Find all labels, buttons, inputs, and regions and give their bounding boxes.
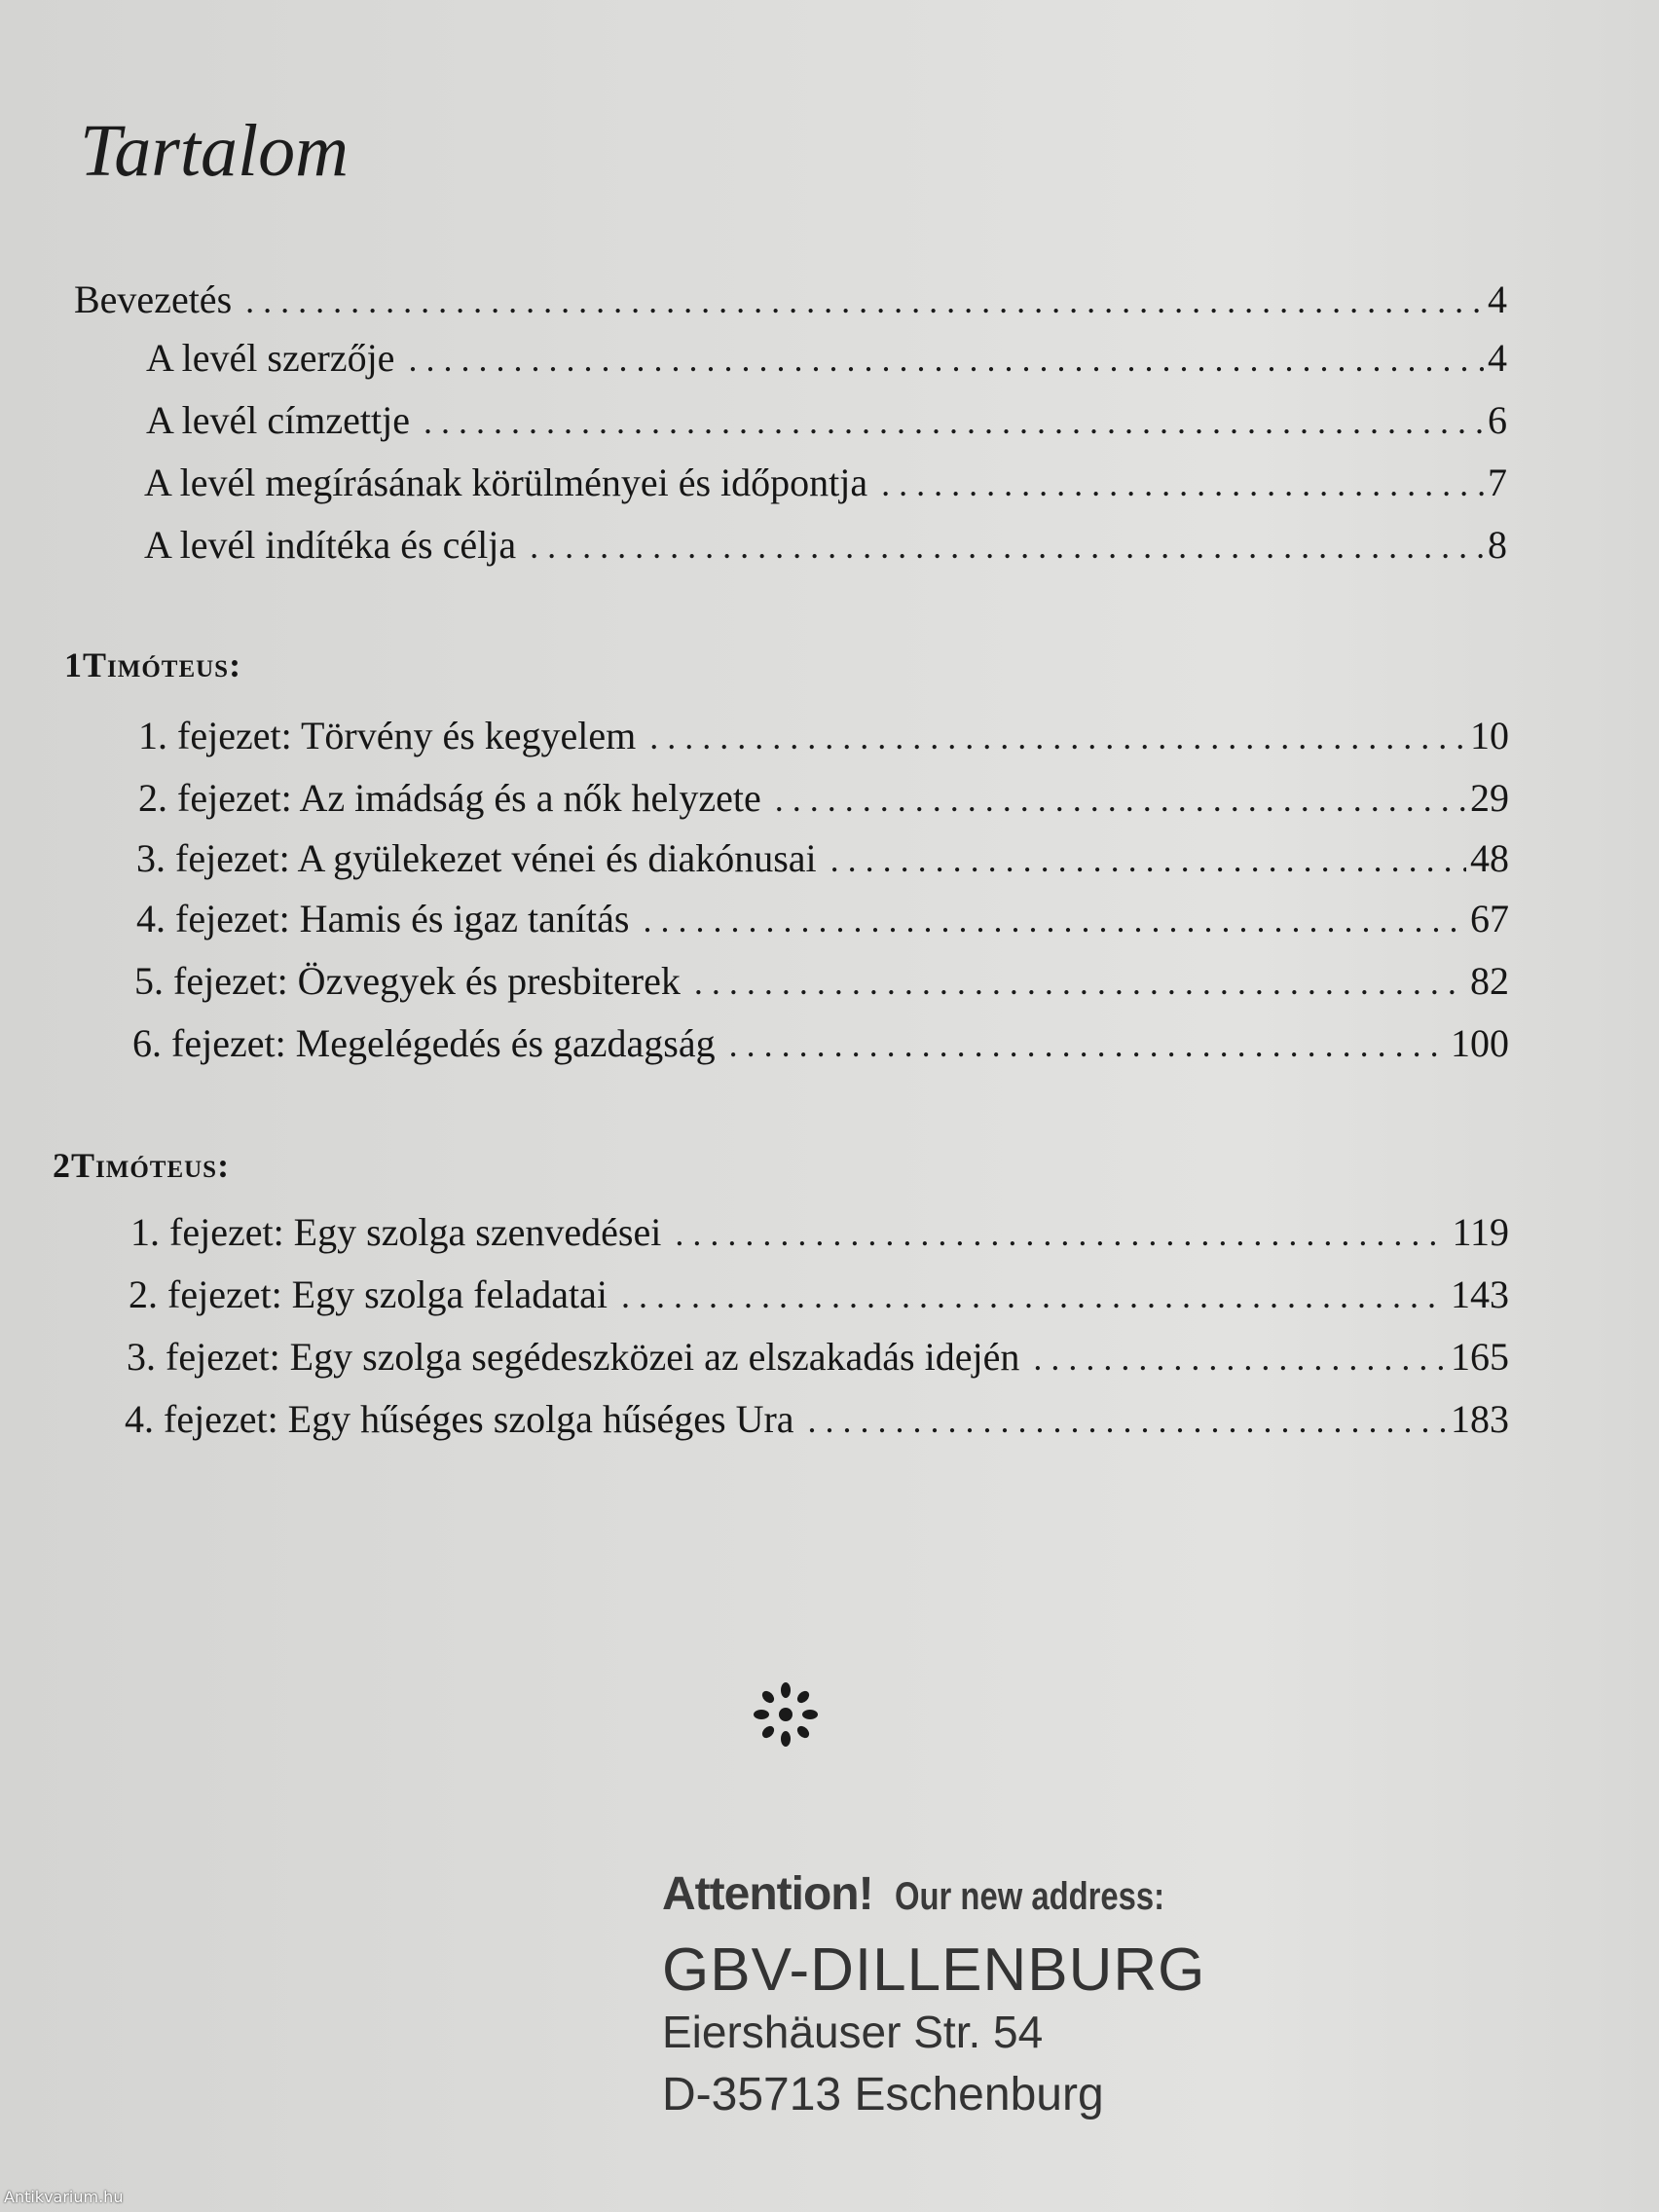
dot-leader xyxy=(643,900,1466,940)
toc-entry-label: 5. fejezet: Özvegyek és presbiterek xyxy=(134,959,681,1003)
toc-entry-page: 48 xyxy=(1470,836,1509,880)
section-heading-2timoteus: 2Timóteus: xyxy=(53,1146,231,1185)
stamp-attention: Attention! xyxy=(662,1868,873,1920)
toc-entry[interactable] xyxy=(146,397,1507,443)
stamp-street: Eiershäuser Str. 54 xyxy=(662,2007,1044,2057)
toc-entry-page: 6 xyxy=(1488,398,1507,442)
dot-leader xyxy=(245,280,1484,321)
toc-entry-label: 4. fejezet: Hamis és igaz tanítás xyxy=(136,897,630,940)
toc-entry[interactable] xyxy=(138,713,1509,758)
toc-entry[interactable] xyxy=(136,835,1509,881)
toc-entry-page: 4 xyxy=(1488,336,1507,380)
toc-entry-page: 29 xyxy=(1470,776,1509,820)
toc-entry-page: 100 xyxy=(1451,1021,1509,1065)
toc-entry[interactable] xyxy=(129,1272,1509,1317)
toc-entry-label: 1. fejezet: Törvény és kegyelem xyxy=(138,714,637,757)
toc-entry-label: A levél megírásának körülményei és időpontja xyxy=(144,461,868,504)
dot-leader xyxy=(808,1400,1447,1441)
toc-entry[interactable] xyxy=(138,775,1509,821)
toc-entry[interactable] xyxy=(130,1209,1509,1255)
dot-leader xyxy=(530,526,1484,567)
toc-entry[interactable] xyxy=(127,1334,1509,1380)
dot-leader xyxy=(621,1275,1447,1316)
toc-entry-label: 3. fejezet: A gyülekezet vénei és diakónusai xyxy=(136,836,817,880)
toc-entry[interactable] xyxy=(134,958,1509,1004)
dot-leader xyxy=(649,717,1466,757)
toc-entry-label: 3. fejezet: Egy szolga segédeszközei az elszakadás idején xyxy=(127,1335,1020,1379)
toc-entry-page: 4 xyxy=(1488,277,1507,321)
toc-entry-page: 7 xyxy=(1488,461,1507,504)
toc-entry-label: A levél címzettje xyxy=(146,398,410,442)
toc-entry-page: 8 xyxy=(1488,523,1507,567)
toc-entry-label: 6. fejezet: Megelégedés és gazdagság xyxy=(132,1021,716,1065)
toc-entry-page: 165 xyxy=(1451,1335,1509,1379)
dot-leader xyxy=(694,962,1466,1003)
dot-leader xyxy=(830,839,1466,880)
toc-entry-label: Bevezetés xyxy=(74,277,233,321)
toc-entry-page: 67 xyxy=(1470,897,1509,940)
toc-entry-intro[interactable] xyxy=(74,276,1507,322)
dot-leader xyxy=(424,401,1484,442)
dot-leader xyxy=(775,779,1466,820)
page-title: Tartalom xyxy=(80,110,349,192)
dot-leader xyxy=(881,463,1484,504)
toc-entry[interactable] xyxy=(125,1396,1509,1442)
section-heading-1timoteus: 1Timóteus: xyxy=(64,645,242,684)
dot-leader xyxy=(675,1213,1448,1254)
toc-entry[interactable] xyxy=(144,522,1507,568)
toc-entry-label: 1. fejezet: Egy szolga szenvedései xyxy=(130,1210,662,1254)
toc-entry-page: 119 xyxy=(1452,1210,1509,1254)
watermark: Antikvarium.hu xyxy=(4,2188,124,2206)
stamp-company: GBV-DILLENBURG xyxy=(662,1936,1206,2004)
stamp-new-address: Our new address: xyxy=(895,1875,1165,1918)
toc-entry[interactable] xyxy=(144,460,1507,505)
address-stamp-line-1 xyxy=(662,1867,1224,1921)
toc-entry-label: 2. fejezet: Egy szolga feladatai xyxy=(129,1272,608,1316)
toc-entry-page: 10 xyxy=(1470,714,1509,757)
toc-entry-label: 2. fejezet: Az imádság és a nők helyzete xyxy=(138,776,761,820)
toc-entry[interactable] xyxy=(136,896,1509,941)
toc-entry-page: 183 xyxy=(1451,1397,1509,1441)
toc-entry-label: A levél szerzője xyxy=(146,336,395,380)
dot-leader xyxy=(408,339,1484,380)
toc-entry[interactable] xyxy=(146,335,1507,381)
dot-leader xyxy=(1033,1338,1447,1379)
toc-entry-page: 143 xyxy=(1451,1272,1509,1316)
toc-entry-page: 82 xyxy=(1470,959,1509,1003)
toc-entry-label: 4. fejezet: Egy hűséges szolga hűséges Ura xyxy=(125,1397,794,1441)
toc-entry-label: A levél indítéka és célja xyxy=(144,523,517,567)
stamp-city: D-35713 Eschenburg xyxy=(662,2069,1104,2120)
dot-leader xyxy=(729,1024,1447,1065)
asterism-ornament-icon xyxy=(752,1680,820,1749)
toc-entry[interactable] xyxy=(132,1020,1509,1066)
